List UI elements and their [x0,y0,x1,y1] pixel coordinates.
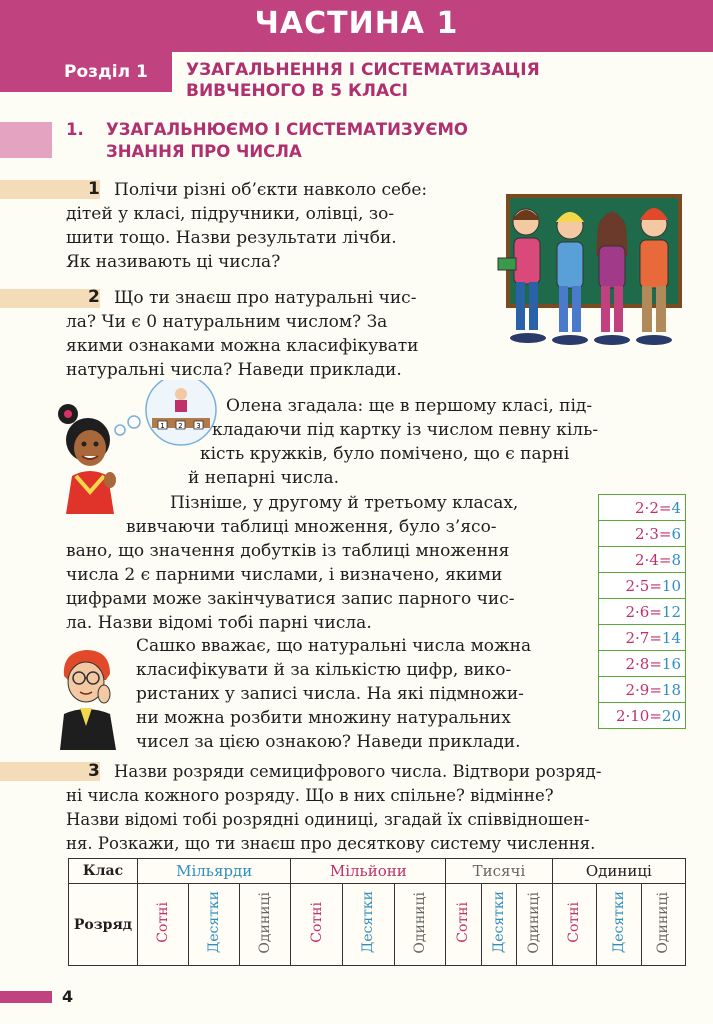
section-title-line: УЗАГАЛЬНЕННЯ І СИСТЕМАТИЗАЦІЯ [186,60,540,80]
multiplication-row [599,573,686,599]
multiplication-cell [599,573,686,599]
section-title-line: ВИВЧЕНОГО В 5 КЛАСІ [186,81,408,101]
text-line: класифікувати й за кількістю цифр, вико- [136,660,512,680]
text-line: якими ознаками можна класифікувати [66,336,419,356]
multiplication-result: 8 [671,550,681,569]
text-line: Пізніше, у другому й третьому класах, [170,493,519,513]
multiplication-cell [599,547,686,573]
multiplication-expression: 2·9= [625,680,662,699]
multiplication-result: 4 [671,498,681,517]
multiplication-expression: 2·2= [635,498,672,517]
footer-bar [0,991,52,1003]
children-at-board-illustration [494,192,686,348]
multiplication-expression: 2·5= [625,576,662,595]
multiplication-expression: 2·3= [635,524,672,543]
rank-label: Сотні [308,902,325,943]
task-1-text [66,178,498,274]
rank-cell [240,884,291,966]
text-line: натуральні числа? Наведи приклади. [66,360,402,380]
multiplication-cell [599,599,686,625]
rank-header: Розряд [69,884,138,966]
task-number: 3 [88,761,100,781]
rank-label: Десятки [206,891,223,954]
multiplication-row [599,625,686,651]
text-line: кість кружків, було помічено, що є парні [200,444,570,464]
rank-label: Одиниці [411,891,428,954]
multiplication-row [599,599,686,625]
sashko-text [136,634,576,754]
rank-cell [446,884,482,966]
subsection-title [66,119,586,163]
text-line: ла? Чи є 0 натуральним числом? За [66,312,388,332]
rank-cell [517,884,553,966]
multiplication-row [599,677,686,703]
text-line: ла. Назви відомі тобі парні числа. [66,613,372,633]
rank-cell [138,884,189,966]
text-line: Що ти знаєш про натуральні чис- [114,288,417,308]
text-line: ристаних у записі числа. На які підмножи- [136,684,524,704]
class-billions: Мільярди [138,859,291,884]
multiplication-result: 20 [661,706,681,725]
rank-cell [481,884,517,966]
subsection-bar [0,122,52,158]
text-line: Полічи різні об’єкти навколо себе: [114,180,428,200]
multiplication-expression: 2·4= [635,550,672,569]
subsection-title-line: УЗАГАЛЬНЮЄМО І СИСТЕМАТИЗУЄМО [106,120,468,139]
rank-cell [597,884,641,966]
rank-cell [189,884,240,966]
multiplication-row [599,547,686,573]
multiplication-result: 16 [661,654,681,673]
boy-sashko-illustration [56,646,122,750]
text-line: Сашко вважає, що натуральні числа можна [136,636,532,656]
rank-label: Сотні [566,902,583,943]
multiplication-result: 10 [661,576,681,595]
rank-label: Сотні [155,902,172,943]
rank-label: Десятки [610,891,627,954]
multiplication-result: 6 [671,524,681,543]
multiplication-cell [599,651,686,677]
text-line: Назви розряди семицифрового числа. Відтвори розряд- [114,762,602,781]
text-line: вивчаючи таблиці множення, було з’ясо- [126,517,497,537]
text-line: числа 2 є парними числами, і визначено, якими [66,565,503,585]
text-line: дітей у класі, підручники, олівці, зо- [66,204,395,224]
subsection-title-line: ЗНАННЯ ПРО ЧИСЛА [106,142,302,161]
rank-label: Десятки [360,891,377,954]
text-line: кладаючи під картку із числом певну кіль- [212,420,599,440]
multiplication-cell [599,625,686,651]
task-2-text [66,286,466,382]
rank-cell [552,884,596,966]
multiplication-row [599,521,686,547]
rank-table [68,858,686,966]
task-3-text [66,760,686,856]
thought-card: 1 [160,422,165,430]
rank-cell [342,884,394,966]
multiplication-row [599,495,686,521]
rank-cell [291,884,343,966]
multiplication-result: 18 [661,680,681,699]
page-number: 4 [62,987,74,1006]
rank-label: Одиниці [655,891,672,954]
rank-label: Одиниці [526,891,543,954]
subsection-number: 1. [66,120,84,139]
text-line: шити тощо. Назви результати лічби. [66,228,397,248]
class-units: Одиниці [552,859,685,884]
text-line: Олена згадала: ще в першому класі, під- [226,396,593,416]
task-number: 2 [88,287,100,307]
rank-label: Одиниці [257,891,274,954]
even-numbers-text [66,491,576,635]
multiplication-table [598,494,686,729]
rank-label: Десятки [490,891,507,954]
multiplication-result: 12 [661,602,681,621]
thought-card: 2 [178,422,183,430]
text-line: ні числа кожного розряду. Що в них спільне? відмінне? [66,786,554,805]
multiplication-expression: 2·8= [625,654,662,673]
text-line: Назви відомі тобі розрядні одиниці, згадай їх співвідношен- [66,810,590,829]
olena-text [188,394,686,490]
task-number: 1 [88,179,100,199]
multiplication-expression: 2·7= [625,628,662,647]
class-millions: Мільйони [291,859,446,884]
multiplication-cell [599,677,686,703]
text-line: ни можна розбити множину натуральних [136,708,511,728]
text-line: й непарні числа. [188,468,340,488]
text-line: ня. Розкажи, що ти знаєш про десяткову систему числення. [66,834,596,853]
part-title: ЧАСТИНА 1 [254,6,459,41]
text-line: вано, що значення добутків із таблиці множення [66,541,510,561]
section-label: Розділ 1 [64,62,148,82]
multiplication-expression: 2·6= [625,602,662,621]
class-thousands: Тисячі [446,859,553,884]
class-header: Клас [69,859,138,884]
multiplication-cell [599,703,686,729]
text-line: Як називають ці числа? [66,252,281,272]
multiplication-row [599,703,686,729]
multiplication-expression: 2·10= [615,706,662,725]
text-line: цифрами може закінчуватися запис парного чис- [66,589,515,609]
multiplication-result: 14 [661,628,681,647]
thought-card: 3 [196,422,201,430]
multiplication-cell [599,495,686,521]
multiplication-cell [599,521,686,547]
multiplication-row [599,651,686,677]
rank-cell [394,884,446,966]
section-title [186,60,706,102]
rank-cell [641,884,686,966]
rank-label: Сотні [455,902,472,943]
text-line: чисел за цією ознакою? Наведи приклади. [136,732,521,752]
